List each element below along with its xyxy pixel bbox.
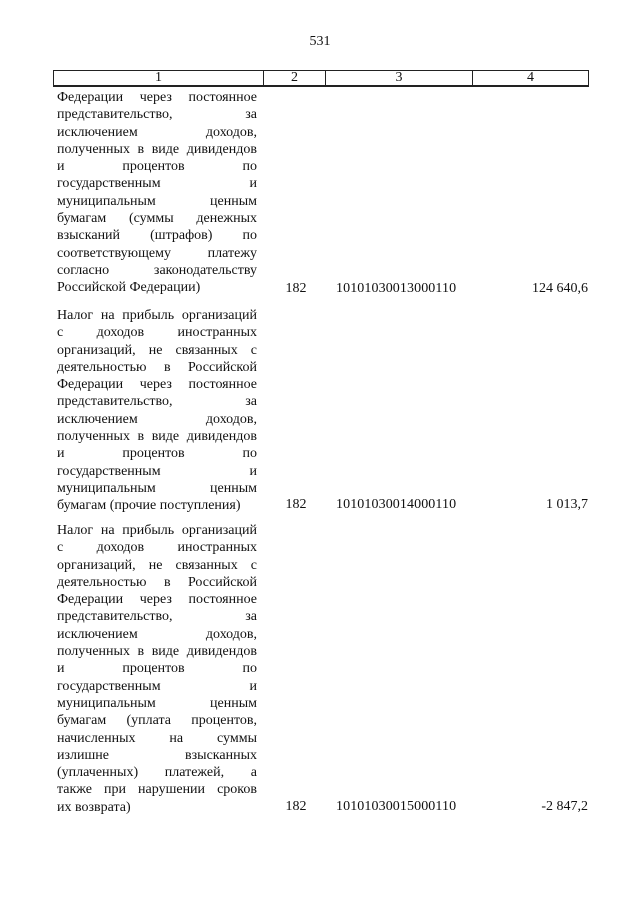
- row-description-line: Налог на прибыль организаций: [57, 308, 257, 323]
- row-description-line: государственным и: [57, 463, 257, 479]
- row-description-line: бумагам (уплата процентов,: [57, 713, 257, 729]
- row-description-line: соответствующему платежу: [57, 245, 257, 261]
- row-description-line: Федерации через постоянное: [57, 592, 257, 608]
- row-kbk: 10101030013000110: [336, 281, 457, 296]
- row-description-line: взысканий (штрафов) по: [57, 228, 257, 244]
- row-kbk: 10101030014000110: [336, 497, 457, 512]
- row-description-line: государственным и: [57, 176, 257, 192]
- row-code: 182: [285, 799, 307, 814]
- row-description-line: Федерации через постоянное: [57, 90, 257, 105]
- row-code: 182: [285, 497, 307, 512]
- row-kbk: 10101030015000110: [336, 799, 457, 814]
- row-description: [57, 89, 257, 297]
- row-description-line: излишне взысканных: [57, 747, 257, 763]
- row-description-line: организаций, не связанных с: [57, 342, 257, 358]
- row-description-line: государственным и: [57, 678, 257, 694]
- row-amount: -2 847,2: [541, 799, 588, 814]
- row-description-line: полученных в виде дивидендов: [57, 141, 257, 157]
- row-description-line: Российской Федерации): [57, 280, 201, 296]
- row-description-line: их возврата): [57, 799, 131, 815]
- row-description-line: бумагам (прочие поступления): [57, 498, 241, 514]
- row-code: 182: [285, 281, 307, 296]
- row-description-line: исключением доходов,: [57, 124, 257, 140]
- row-description-line: (уплаченных) платежей, а: [57, 765, 257, 781]
- row-description-line: Налог на прибыль организаций: [57, 523, 257, 538]
- row-amount: 124 640,6: [532, 281, 588, 296]
- row-description-line: и процентов по: [57, 446, 257, 462]
- row-amount: 1 013,7: [546, 497, 588, 512]
- row-description-line: муниципальным ценным: [57, 193, 257, 209]
- row-description-line: также при нарушении сроков: [57, 782, 257, 798]
- row-description-line: начисленных на суммы: [57, 730, 257, 746]
- row-description: [57, 307, 257, 515]
- table-column-header: [53, 70, 589, 87]
- row-description-line: полученных в виде дивидендов: [57, 644, 257, 660]
- row-description-line: деятельностью в Российской: [57, 359, 257, 375]
- row-description-line: с доходов иностранных: [57, 325, 257, 341]
- row-description-line: представительство, за: [57, 394, 257, 410]
- row-description-line: и процентов по: [57, 159, 257, 175]
- row-description: [57, 522, 257, 816]
- row-description-line: с доходов иностранных: [57, 540, 257, 556]
- column-header-2: 2: [264, 71, 326, 85]
- row-description-line: согласно законодательству: [57, 262, 257, 278]
- column-header-4: 4: [527, 70, 534, 85]
- column-header-3: 3: [326, 71, 473, 85]
- row-description-line: муниципальным ценным: [57, 695, 257, 711]
- page-number: 531: [309, 34, 331, 49]
- row-description-line: бумагам (суммы денежных: [57, 211, 257, 227]
- row-description-line: представительство, за: [57, 609, 257, 625]
- row-description-line: и процентов по: [57, 661, 257, 677]
- row-description-line: представительство, за: [57, 107, 257, 123]
- column-header-1: 1: [54, 71, 264, 85]
- row-description-line: муниципальным ценным: [57, 480, 257, 496]
- row-description-line: организаций, не связанных с: [57, 557, 257, 573]
- row-description-line: исключением доходов,: [57, 626, 257, 642]
- row-description-line: полученных в виде дивидендов: [57, 429, 257, 445]
- row-description-line: исключением доходов,: [57, 411, 257, 427]
- row-description-line: Федерации через постоянное: [57, 377, 257, 393]
- row-description-line: деятельностью в Российской: [57, 574, 257, 590]
